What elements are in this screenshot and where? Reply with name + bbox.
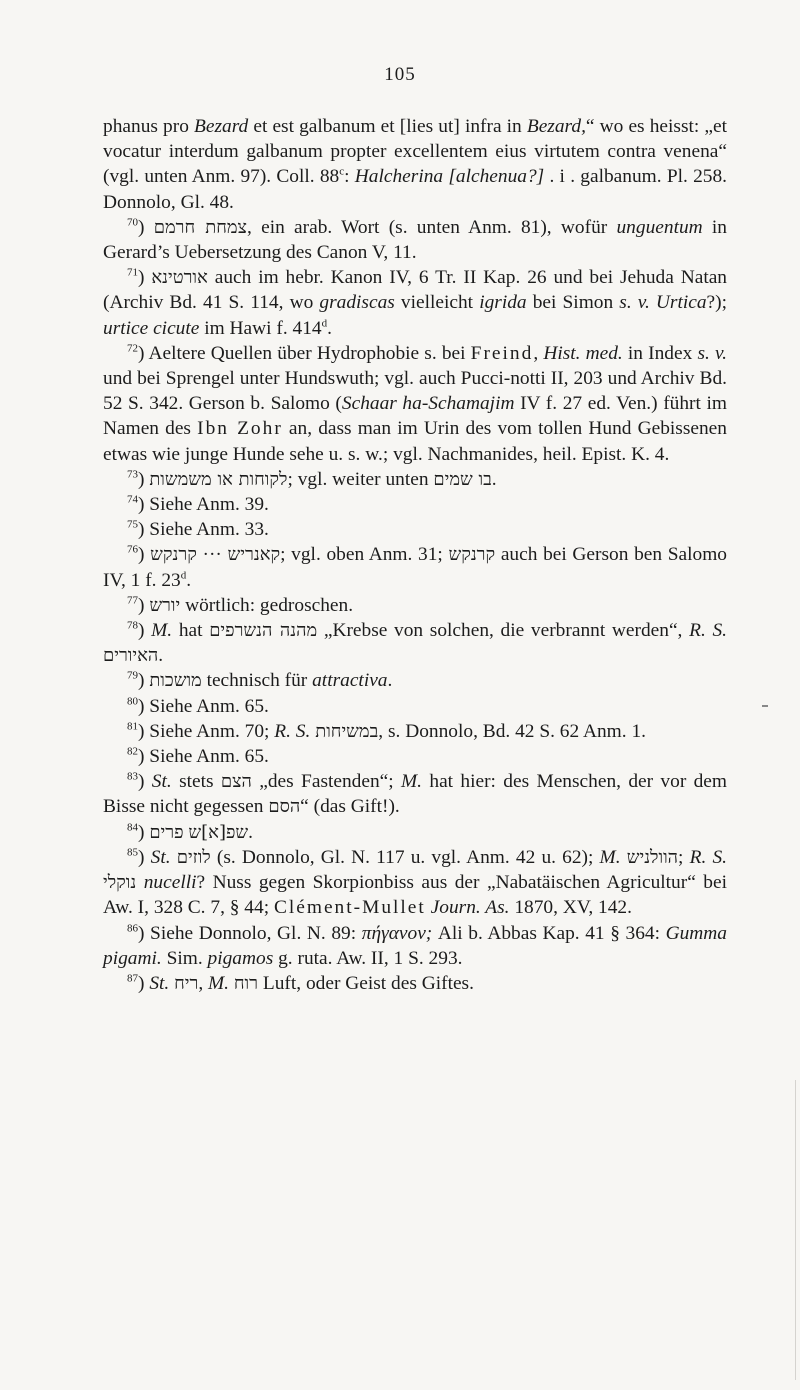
- text-run: ; vgl. oben Anm. 31;: [280, 544, 449, 566]
- text-run: bei Simon: [526, 292, 620, 314]
- text-run: Luft, oder Geist des Giftes.: [258, 972, 474, 994]
- text-run: ): [138, 846, 151, 868]
- footnote-number: 70: [127, 216, 138, 229]
- text-run: Hist. med.: [543, 342, 623, 364]
- hebrew-term: ריח: [174, 972, 199, 994]
- text-run: IV f. 27 ed. Ven.) führt im Namen des: [103, 393, 727, 440]
- footnote-number: 73: [127, 468, 138, 481]
- text-run: im Hawi f. 414: [199, 317, 322, 339]
- text-run: ; vgl. weiter unten: [287, 468, 434, 490]
- footnote: [103, 618, 727, 668]
- text-run: gradiscas: [319, 292, 395, 314]
- text-run: „des Fastenden“;: [251, 771, 402, 793]
- text-run: auch im hebr. Kanon IV, 6 Tr. II Kap. 26 und bei Jehuda Natan (Archiv Bd. 41 S. 114, wo: [103, 267, 728, 314]
- text-run: . i . galbanum. Pl. 258. Donnolo, Gl. 48.: [103, 166, 728, 213]
- text-run: s. v.: [697, 342, 727, 364]
- footnote-number: 71: [127, 266, 138, 279]
- text-run: “ (das Gift!).: [300, 796, 400, 818]
- text-run: unguentum: [616, 216, 703, 238]
- text-run: ): [138, 972, 150, 994]
- text-run: ) Siehe Anm. 65.: [138, 695, 269, 717]
- text-run: in Index: [622, 342, 698, 364]
- text-run: .: [186, 569, 192, 591]
- text-run: ): [138, 594, 150, 616]
- text-run: in Gerard’s Uebersetzung des Canon V, 11.: [103, 216, 727, 264]
- text-run: St.: [150, 846, 171, 868]
- hebrew-term: קאנריש: [227, 544, 281, 566]
- text-run: „Krebse von solchen, die verbrannt werden“,: [317, 620, 690, 642]
- text-run: [136, 872, 143, 893]
- text-run: igrida: [479, 292, 527, 314]
- footnote: [103, 492, 727, 517]
- text-run: M.: [151, 620, 173, 642]
- text-run: πήγανον;: [361, 922, 433, 944]
- footnote-number: 72: [127, 342, 138, 355]
- footnote-number: 86: [127, 922, 138, 935]
- text-run: St.: [149, 972, 170, 994]
- text-run: St.: [151, 771, 172, 793]
- text-run: pigamos: [207, 947, 274, 969]
- hebrew-term: רוח: [233, 972, 259, 994]
- footnote: [103, 215, 727, 265]
- text-run: Gumma pigami.: [103, 922, 727, 969]
- footnote-number: 75: [127, 518, 138, 531]
- text-run: technisch für: [201, 670, 313, 692]
- hebrew-term: צמחת חרמם: [153, 216, 247, 238]
- footnote: [103, 971, 727, 996]
- text-run: ): [138, 468, 150, 490]
- text-run: hat: [172, 620, 210, 642]
- footnote: [103, 668, 727, 693]
- text-run: Ali b. Abbas Kap. 41 § 364:: [432, 922, 666, 944]
- footnote-number: 77: [127, 594, 138, 607]
- text-run: g. ruta. Aw. II, 1 S. 293.: [273, 947, 463, 969]
- text-run: R. S.: [689, 620, 728, 642]
- hebrew-term: יורש: [149, 594, 181, 616]
- text-run: nucelli: [143, 872, 197, 894]
- text-run: Halcherina [alchenua?]: [354, 166, 545, 188]
- text-run: (s. Donnolo, Gl. N. 117 u. vgl. Anm. 42 u. 62);: [210, 846, 600, 868]
- footnote-number: 81: [127, 720, 138, 733]
- text-run: 1870, XV, 142.: [509, 897, 632, 919]
- footnote-number: 79: [127, 670, 138, 682]
- text-run: Journ. As.: [430, 897, 510, 919]
- text-run: wörtlich: gedroschen.: [180, 594, 354, 616]
- text-run: stets: [171, 771, 221, 793]
- text-run: und bei Sprengel unter Hundswuth; vgl. auch Pucci-notti II, 203 und Archiv Bd. 52 S. 342. Gerson b. Salomo (: [103, 368, 727, 415]
- footnote: [103, 769, 727, 819]
- text-run: ) Siehe Donnolo, Gl. N. 89:: [138, 922, 362, 944]
- text-run: ,: [198, 972, 209, 994]
- footnote: [103, 542, 727, 592]
- hebrew-term: קרנקש: [448, 544, 496, 566]
- text-run: :: [344, 166, 355, 188]
- margin-mark: [762, 705, 768, 707]
- footnote-number: 74: [127, 493, 138, 506]
- footnote-number: d: [180, 569, 187, 582]
- text-run: ? Nuss gegen Skorpionbiss aus der „Nabatäischen Agricultur“ bei Aw. I, 328 C. 7, § 44;: [103, 872, 727, 919]
- footnote: [103, 593, 727, 618]
- text-run: ): [138, 821, 150, 843]
- text-run: Schaar ha-Schamajim: [341, 393, 515, 415]
- text-run: Ibn Zohr: [197, 418, 283, 440]
- footnote: [103, 517, 727, 542]
- hebrew-term: מושכות: [149, 670, 202, 692]
- text-run: , s. Donnolo, Bd. 42 S. 62 Anm. 1.: [378, 720, 646, 742]
- text-run: ): [138, 620, 152, 642]
- hebrew-term: בו שמים: [433, 468, 492, 490]
- text-run: ): [138, 267, 152, 289]
- footnote-number: 84: [127, 821, 138, 834]
- text-run: urtice cicute: [103, 317, 200, 339]
- footnote-number: d: [321, 317, 328, 330]
- text-run: ···: [196, 544, 228, 566]
- footnote: [103, 694, 727, 719]
- text-run: R. S.: [689, 846, 727, 868]
- footnote-number: 78: [127, 619, 138, 632]
- footnote: [103, 341, 727, 467]
- hebrew-term: מהנה הנשרפים: [209, 620, 318, 642]
- paragraph: [103, 114, 727, 215]
- footnotes-body: [103, 114, 727, 996]
- text-run: phanus pro: [103, 116, 195, 137]
- footnote: [103, 820, 727, 845]
- footnote-number: 76: [127, 543, 138, 556]
- text-run: “ wo es heisst: „et vocatur interdum galbanum propter excellentem eius virtutem contra venena“ (vgl. unten Anm. 97). Coll. 88: [103, 116, 727, 188]
- text-run: ;: [678, 846, 690, 868]
- hebrew-term: הצם: [220, 771, 252, 793]
- footnote-number: 85: [127, 846, 138, 859]
- text-run: ): [138, 544, 151, 566]
- text-run: ) Siehe Anm. 65.: [138, 746, 269, 768]
- page-edge-line: [795, 1080, 796, 1380]
- text-run: Sim.: [161, 947, 208, 969]
- footnote: [103, 719, 727, 744]
- hebrew-term: שפ[א]ש: [188, 821, 249, 843]
- text-run: hat hier: des Menschen, der vor dem Bisse nicht gegessen: [103, 771, 727, 818]
- text-run: Bezard: [194, 116, 249, 137]
- text-run: M.: [401, 771, 423, 793]
- text-run: s. v. Urtica: [619, 292, 707, 314]
- text-run: .: [327, 317, 332, 339]
- text-run: ): [138, 216, 154, 238]
- hebrew-term: לקוחות או משמשות: [149, 468, 288, 490]
- text-run: .: [158, 645, 164, 667]
- text-run: ): [138, 771, 152, 793]
- footnote-number: 82: [127, 745, 138, 758]
- text-run: attractiva: [312, 670, 388, 692]
- text-run: M.: [599, 846, 621, 868]
- text-run: vielleicht: [394, 292, 480, 314]
- text-run: et est galbanum et [lies ut] infra in: [248, 116, 527, 137]
- hebrew-term: האיורים: [103, 645, 159, 667]
- text-run: M.: [208, 972, 230, 994]
- footnote: [103, 265, 727, 341]
- text-run: , ein arab. Wort (s. unten Anm. 81), wofür: [246, 216, 617, 238]
- text-run: .: [491, 468, 497, 490]
- text-run: an, dass man im Urin des vom tollen Hund Gebissenen etwas wie junge Hunde sehe u. s. w.; vgl. Nachmanides, heil. Epist. K. 4.: [103, 418, 727, 465]
- hebrew-term: הסם: [268, 796, 301, 818]
- text-run: ) Siehe Anm. 70;: [138, 720, 275, 742]
- footnote-number: c: [339, 165, 345, 178]
- footnote-number: 83: [127, 770, 138, 783]
- page-number: 105: [384, 64, 416, 85]
- hebrew-term: הוולניש: [626, 846, 679, 868]
- hebrew-term: קרנקש: [150, 544, 197, 566]
- text-run: auch bei Gerson ben Salomo IV, 1 f. 23: [103, 544, 727, 591]
- footnote-number: 80: [127, 695, 138, 708]
- hebrew-term: אורטינא: [151, 267, 208, 289]
- hebrew-term: נוקלי: [103, 872, 137, 894]
- text-run: ) Aeltere Quellen über Hydrophobie s. bei: [138, 342, 471, 364]
- footnote-number: 87: [127, 972, 138, 985]
- text-run: ) Siehe Anm. 39.: [138, 494, 269, 516]
- footnote: [103, 845, 727, 921]
- text-run: ): [138, 670, 150, 692]
- footnote: [103, 921, 727, 971]
- text-run: R. S.: [274, 720, 311, 742]
- text-run: ) Siehe Anm. 33.: [138, 519, 269, 541]
- text-run: .: [387, 670, 393, 692]
- footnote: [103, 744, 727, 769]
- footnote: [103, 467, 727, 492]
- text-run: Freind: [470, 342, 534, 364]
- text-run: Bezard,: [526, 116, 586, 137]
- hebrew-term: במשיחות: [315, 720, 379, 742]
- text-run: ,: [533, 342, 544, 364]
- text-run: ?);: [706, 292, 727, 314]
- hebrew-term: פרים: [149, 821, 184, 843]
- hebrew-term: לוזים: [176, 846, 211, 868]
- text-run: .: [248, 821, 254, 843]
- text-run: Clément-Mullet: [273, 897, 426, 919]
